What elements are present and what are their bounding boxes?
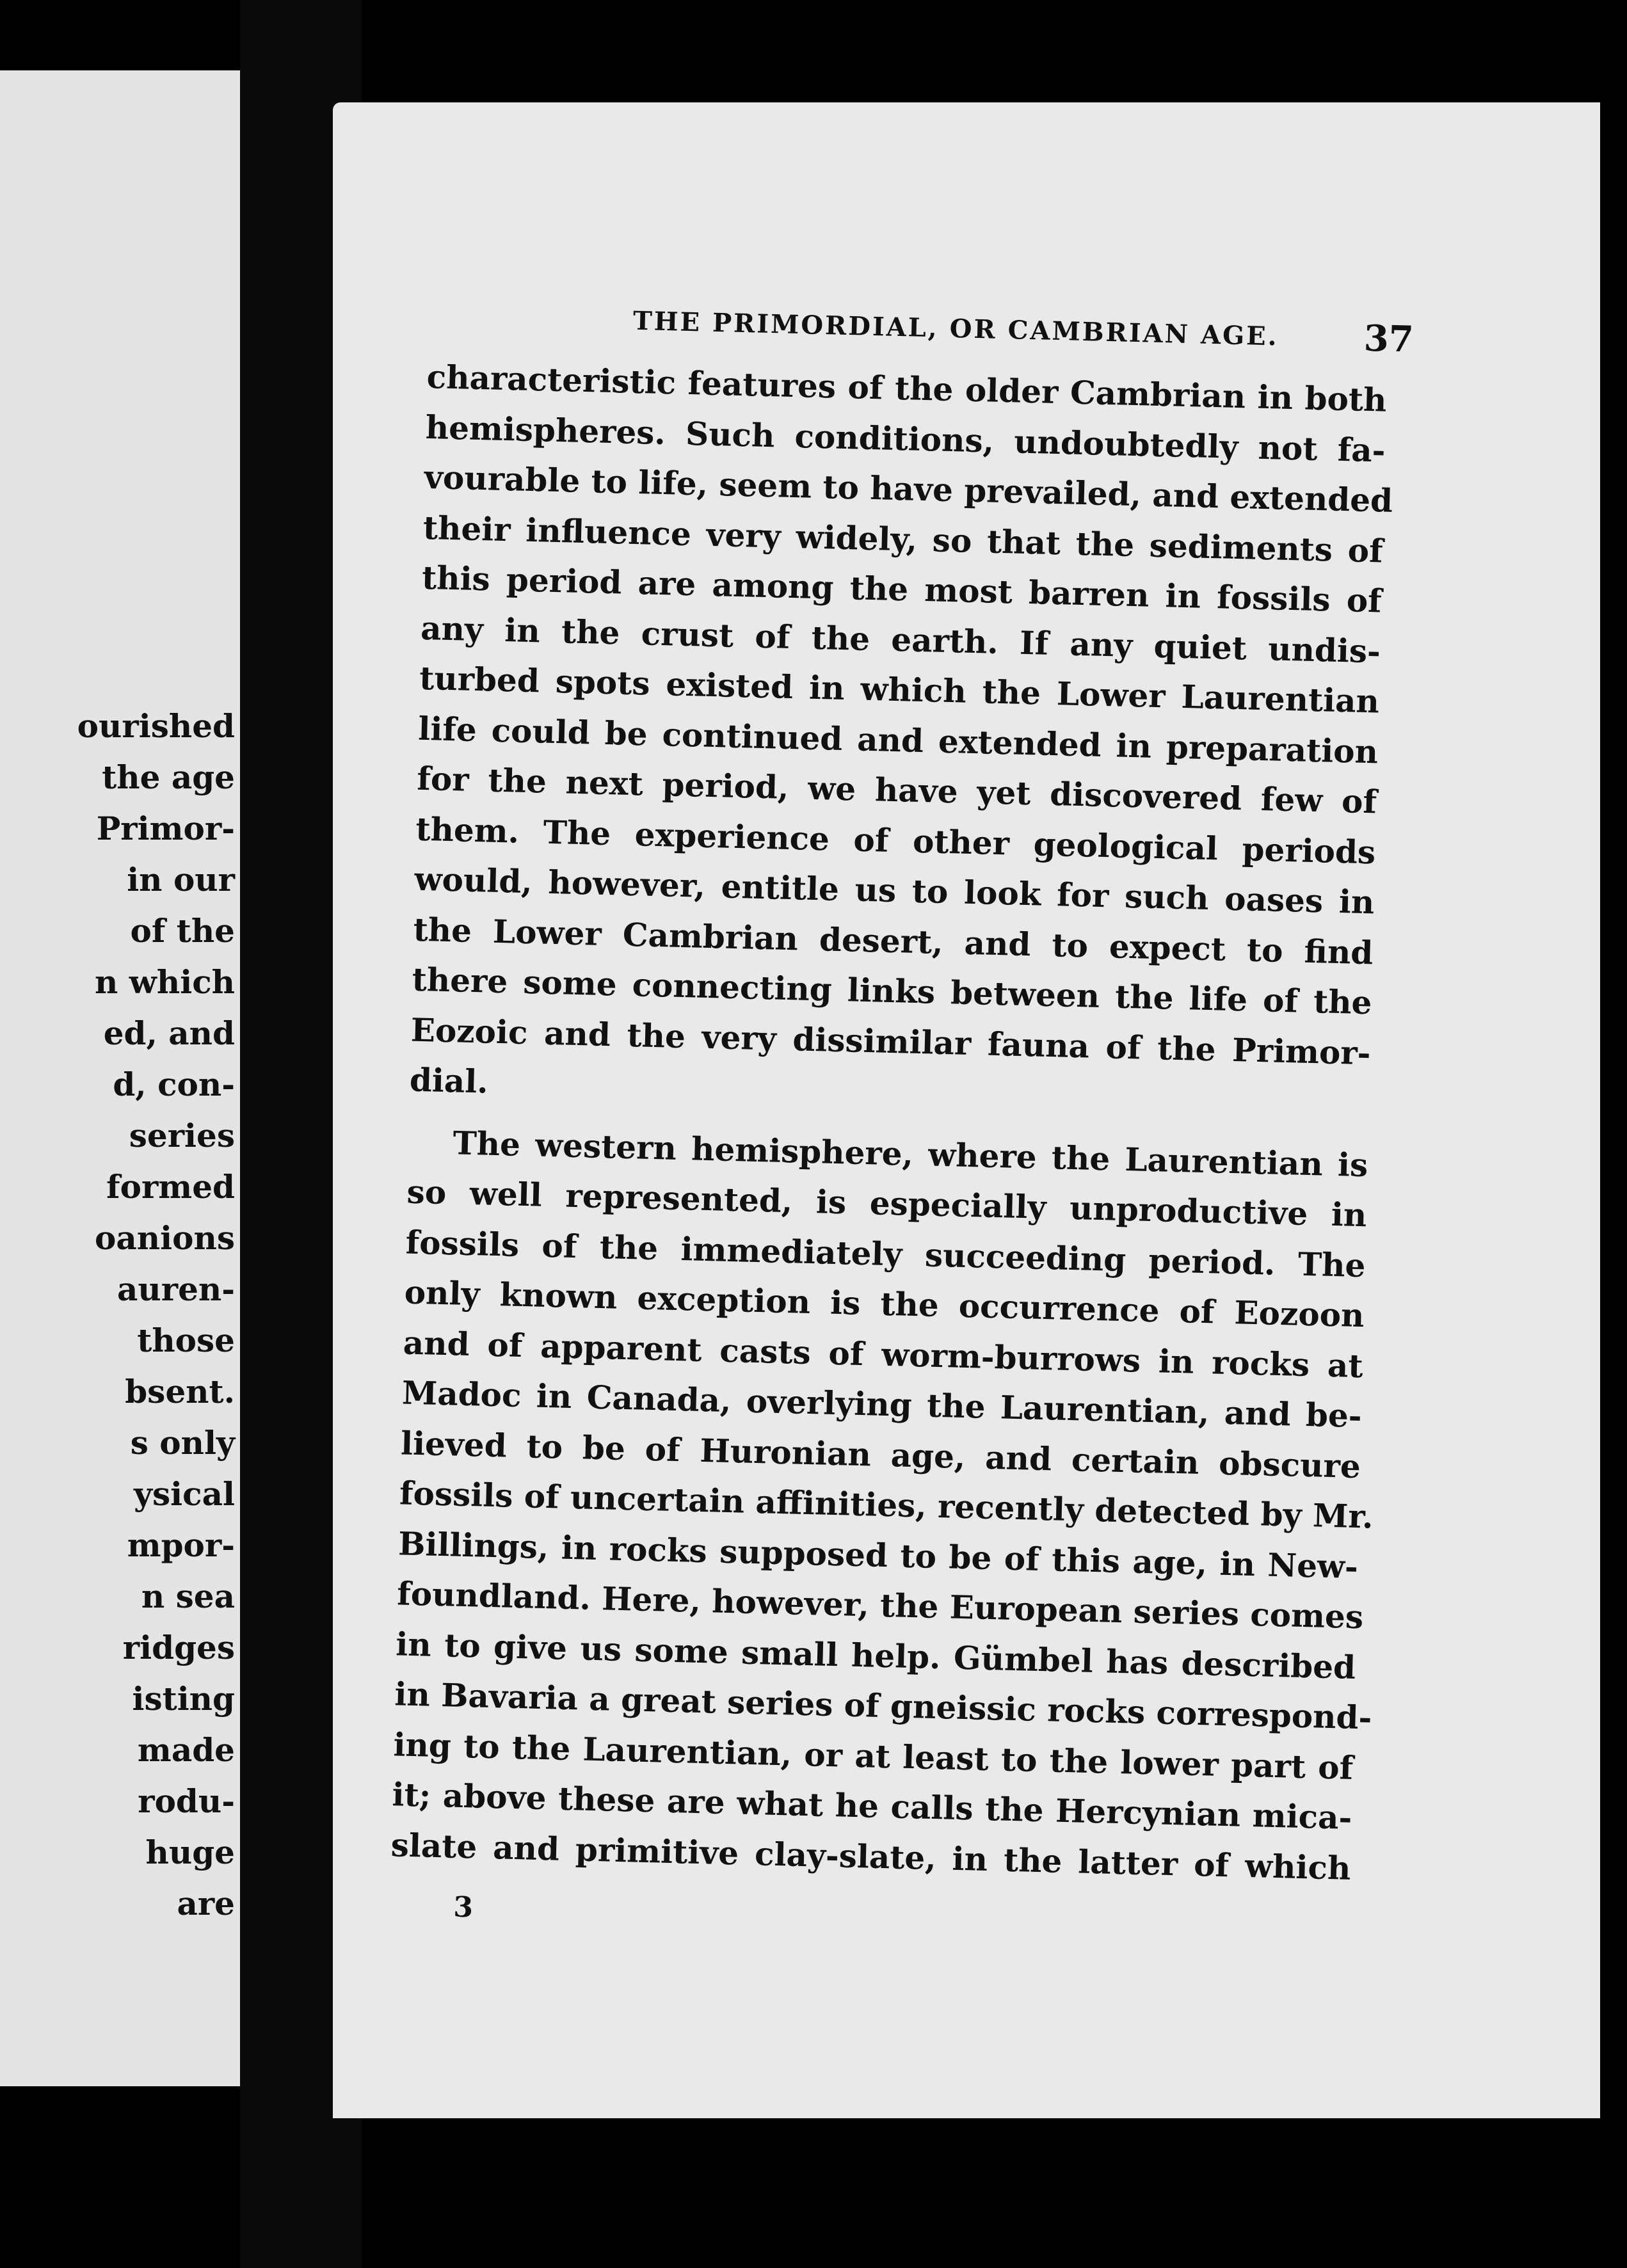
left-fragment-line: of the — [130, 912, 235, 950]
left-fragment-line: isting — [132, 1680, 235, 1718]
text-line: only known exception is the occurrence of Eozoon — [404, 1273, 1365, 1335]
text-line: vourable to life, seem to have prevailed, and extended — [424, 458, 1393, 520]
text-line: Madoc in Canada, overlying the Laurentian, and be- — [401, 1373, 1363, 1435]
text-line: life could be continued and extended in preparation — [417, 709, 1379, 771]
page-number: 37 — [1363, 317, 1415, 361]
left-fragment-line: formed — [106, 1168, 235, 1206]
left-fragment-line: mpor- — [127, 1526, 235, 1564]
left-fragment-line: n which — [95, 963, 235, 1001]
text-line: so well represented, is especially unproductive in — [406, 1172, 1368, 1234]
text-line: any in the crust of the earth. If any quiet undis- — [420, 609, 1381, 670]
text-line: foundland. Here, however, the European series comes — [396, 1574, 1364, 1636]
paragraph-1 — [409, 352, 1393, 1129]
left-fragment-line: bsent. — [125, 1373, 235, 1410]
left-fragment-line: ridges — [122, 1629, 235, 1666]
text-line: turbed spots existed in which the Lower Laurentian — [419, 659, 1380, 721]
right-page — [333, 102, 1600, 2118]
left-fragment-line: n sea — [141, 1577, 235, 1615]
left-fragment-line: d, con- — [113, 1066, 235, 1103]
text-line: for the next period, we have yet discovered few of — [416, 759, 1377, 821]
left-page-text-fragments — [0, 701, 240, 1929]
text-line: would, however, entitle us to look for such oases in — [413, 859, 1375, 922]
text-line: slate and primitive clay-slate, in the latter of which — [390, 1825, 1352, 1887]
left-page-fragment — [0, 70, 244, 2086]
text-line: dial. — [409, 1060, 489, 1101]
text-line: there some connecting links between the life of the — [412, 960, 1373, 1022]
left-fragment-line: in our — [127, 861, 235, 898]
body-text — [390, 352, 1393, 1894]
left-fragment-line: made — [137, 1731, 235, 1769]
left-fragment-line: s only — [130, 1424, 235, 1462]
text-line: it; above these are what he calls the Hercynian mica- — [391, 1775, 1352, 1837]
text-line: this period are among the most barren in fossils of — [421, 558, 1383, 620]
running-title: THE PRIMORDIAL, OR CAMBRIAN AGE. — [632, 305, 1279, 352]
left-fragment-line: are — [177, 1885, 235, 1922]
left-fragment-line: auren- — [116, 1270, 235, 1308]
text-line: in to give us some small help. Gümbel has described — [395, 1624, 1356, 1686]
text-line: fossils of the immediately succeeding period. The — [405, 1223, 1367, 1284]
printer-signature-mark: 3 — [453, 1890, 474, 1924]
text-line: the Lower Cambrian desert, and to expect to find — [413, 910, 1374, 971]
text-line: their influence very widely, so that the sediments of — [422, 508, 1384, 570]
text-line: hemispheres. Such conditions, undoubtedly not fa- — [425, 408, 1386, 470]
text-line: lieved to be of Huronian age, and certain obscure — [400, 1423, 1361, 1485]
text-line: in Bavaria a great series of gneissic rocks correspond- — [394, 1675, 1373, 1737]
left-fragment-line: ed, and — [103, 1014, 235, 1052]
left-fragment-line: series — [129, 1117, 235, 1154]
left-fragment-line: the age — [102, 758, 235, 796]
text-line: and of apparent casts of worm-burrows in rocks at — [403, 1323, 1364, 1385]
text-line: Billings, in rocks supposed to be of this age, in New- — [397, 1524, 1359, 1586]
text-line: ing to the Laurentian, or at least to the lower part of — [392, 1725, 1354, 1787]
paragraph-2 — [390, 1117, 1374, 1894]
left-fragment-line: Primor- — [96, 810, 235, 847]
left-fragment-line: oanions — [95, 1219, 235, 1257]
page-content — [390, 294, 1415, 1924]
left-fragment-line: ourished — [77, 707, 235, 745]
left-fragment-line: those — [137, 1322, 235, 1359]
text-line: them. The experience of other geological periods — [415, 810, 1376, 871]
text-line: characteristic features of the older Cambrian in both — [426, 357, 1388, 419]
text-line: Eozoic and the very dissimilar fauna of the Primor- — [410, 1010, 1372, 1072]
left-fragment-line: huge — [145, 1833, 235, 1871]
left-fragment-line: ysical — [133, 1475, 235, 1513]
left-fragment-line: rodu- — [138, 1782, 235, 1820]
text-line: The western hemisphere, where the Laurentian is — [452, 1123, 1368, 1184]
text-line: fossils of uncertain affinities, recently detected by Mr. — [399, 1474, 1374, 1536]
